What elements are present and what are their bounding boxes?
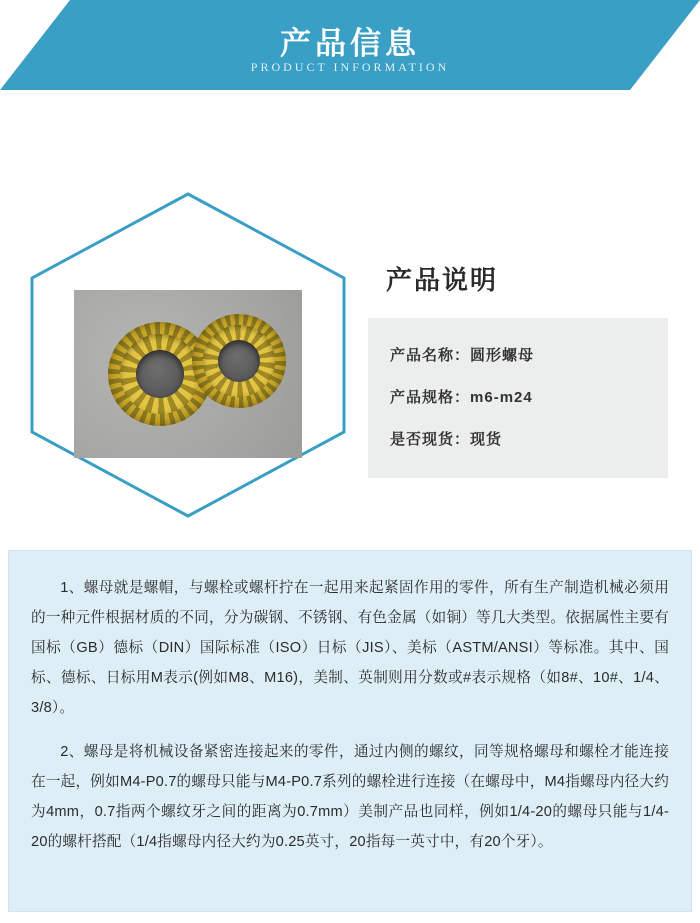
nut-hole (218, 340, 260, 382)
product-section (0, 90, 700, 520)
spec-label-name: 产品名称： (390, 347, 471, 364)
description-paragraph-2: 2、螺母是将机械设备紧密连接起来的零件，通过内侧的螺纹，同等规格螺母和螺栓才能连接在一起，例如M4-P0.7的螺母只能与M4-P0.7系列的螺栓进行连接（在螺母中，M4指螺母内径大约为4mm，0.7指两个螺纹牙之间的距离为0.7mm）美制产品也同样，例如1/4-20的螺母只能与1/4-20的螺杆搭配（1/4指螺母内径大约为0.25英寸，20指每一英寸中，有20个牙）。 (31, 744, 669, 850)
description-paragraph-1: 1、螺母就是螺帽，与螺栓或螺杆拧在一起用来起紧固作用的零件，所有生产制造机械必须用的一种元件根据材质的不同，分为碳钢、不锈钢、有色金属（如铜）等几大类型。依据属性主要有国标（GB）德标（DIN）国际标准（ISO）日标（JIS）、美标（ASTM/ANSI）等标准。其中、国标、德标、日标用M表示(例如M8、M16)，美制、英制则用分数或#表示规格（如8#、10#、1/4、3/8）。 (31, 580, 669, 716)
nut-hole (136, 350, 184, 398)
page-header (0, 0, 700, 90)
spec-row-stock (390, 428, 668, 449)
product-photo-frame (28, 190, 348, 520)
spec-value-name: 圆形螺母 (470, 347, 535, 364)
spec-value-stock: 现货 (470, 431, 503, 448)
product-photo (74, 290, 302, 458)
product-spec-box (368, 318, 668, 478)
spec-row-name (390, 344, 668, 365)
product-description-heading: 产品说明 (386, 265, 499, 295)
spec-label-stock: 是否现货： (390, 431, 471, 448)
page-title-english: PRODUCT INFORMATION (250, 60, 450, 74)
nut-photo-item (192, 314, 286, 408)
spec-row-size (390, 386, 668, 407)
page-title-chinese: 产品信息 (280, 26, 420, 61)
description-block (8, 550, 692, 912)
spec-value-size: m6-m24 (470, 389, 533, 406)
spec-label-size: 产品规格： (390, 389, 471, 406)
